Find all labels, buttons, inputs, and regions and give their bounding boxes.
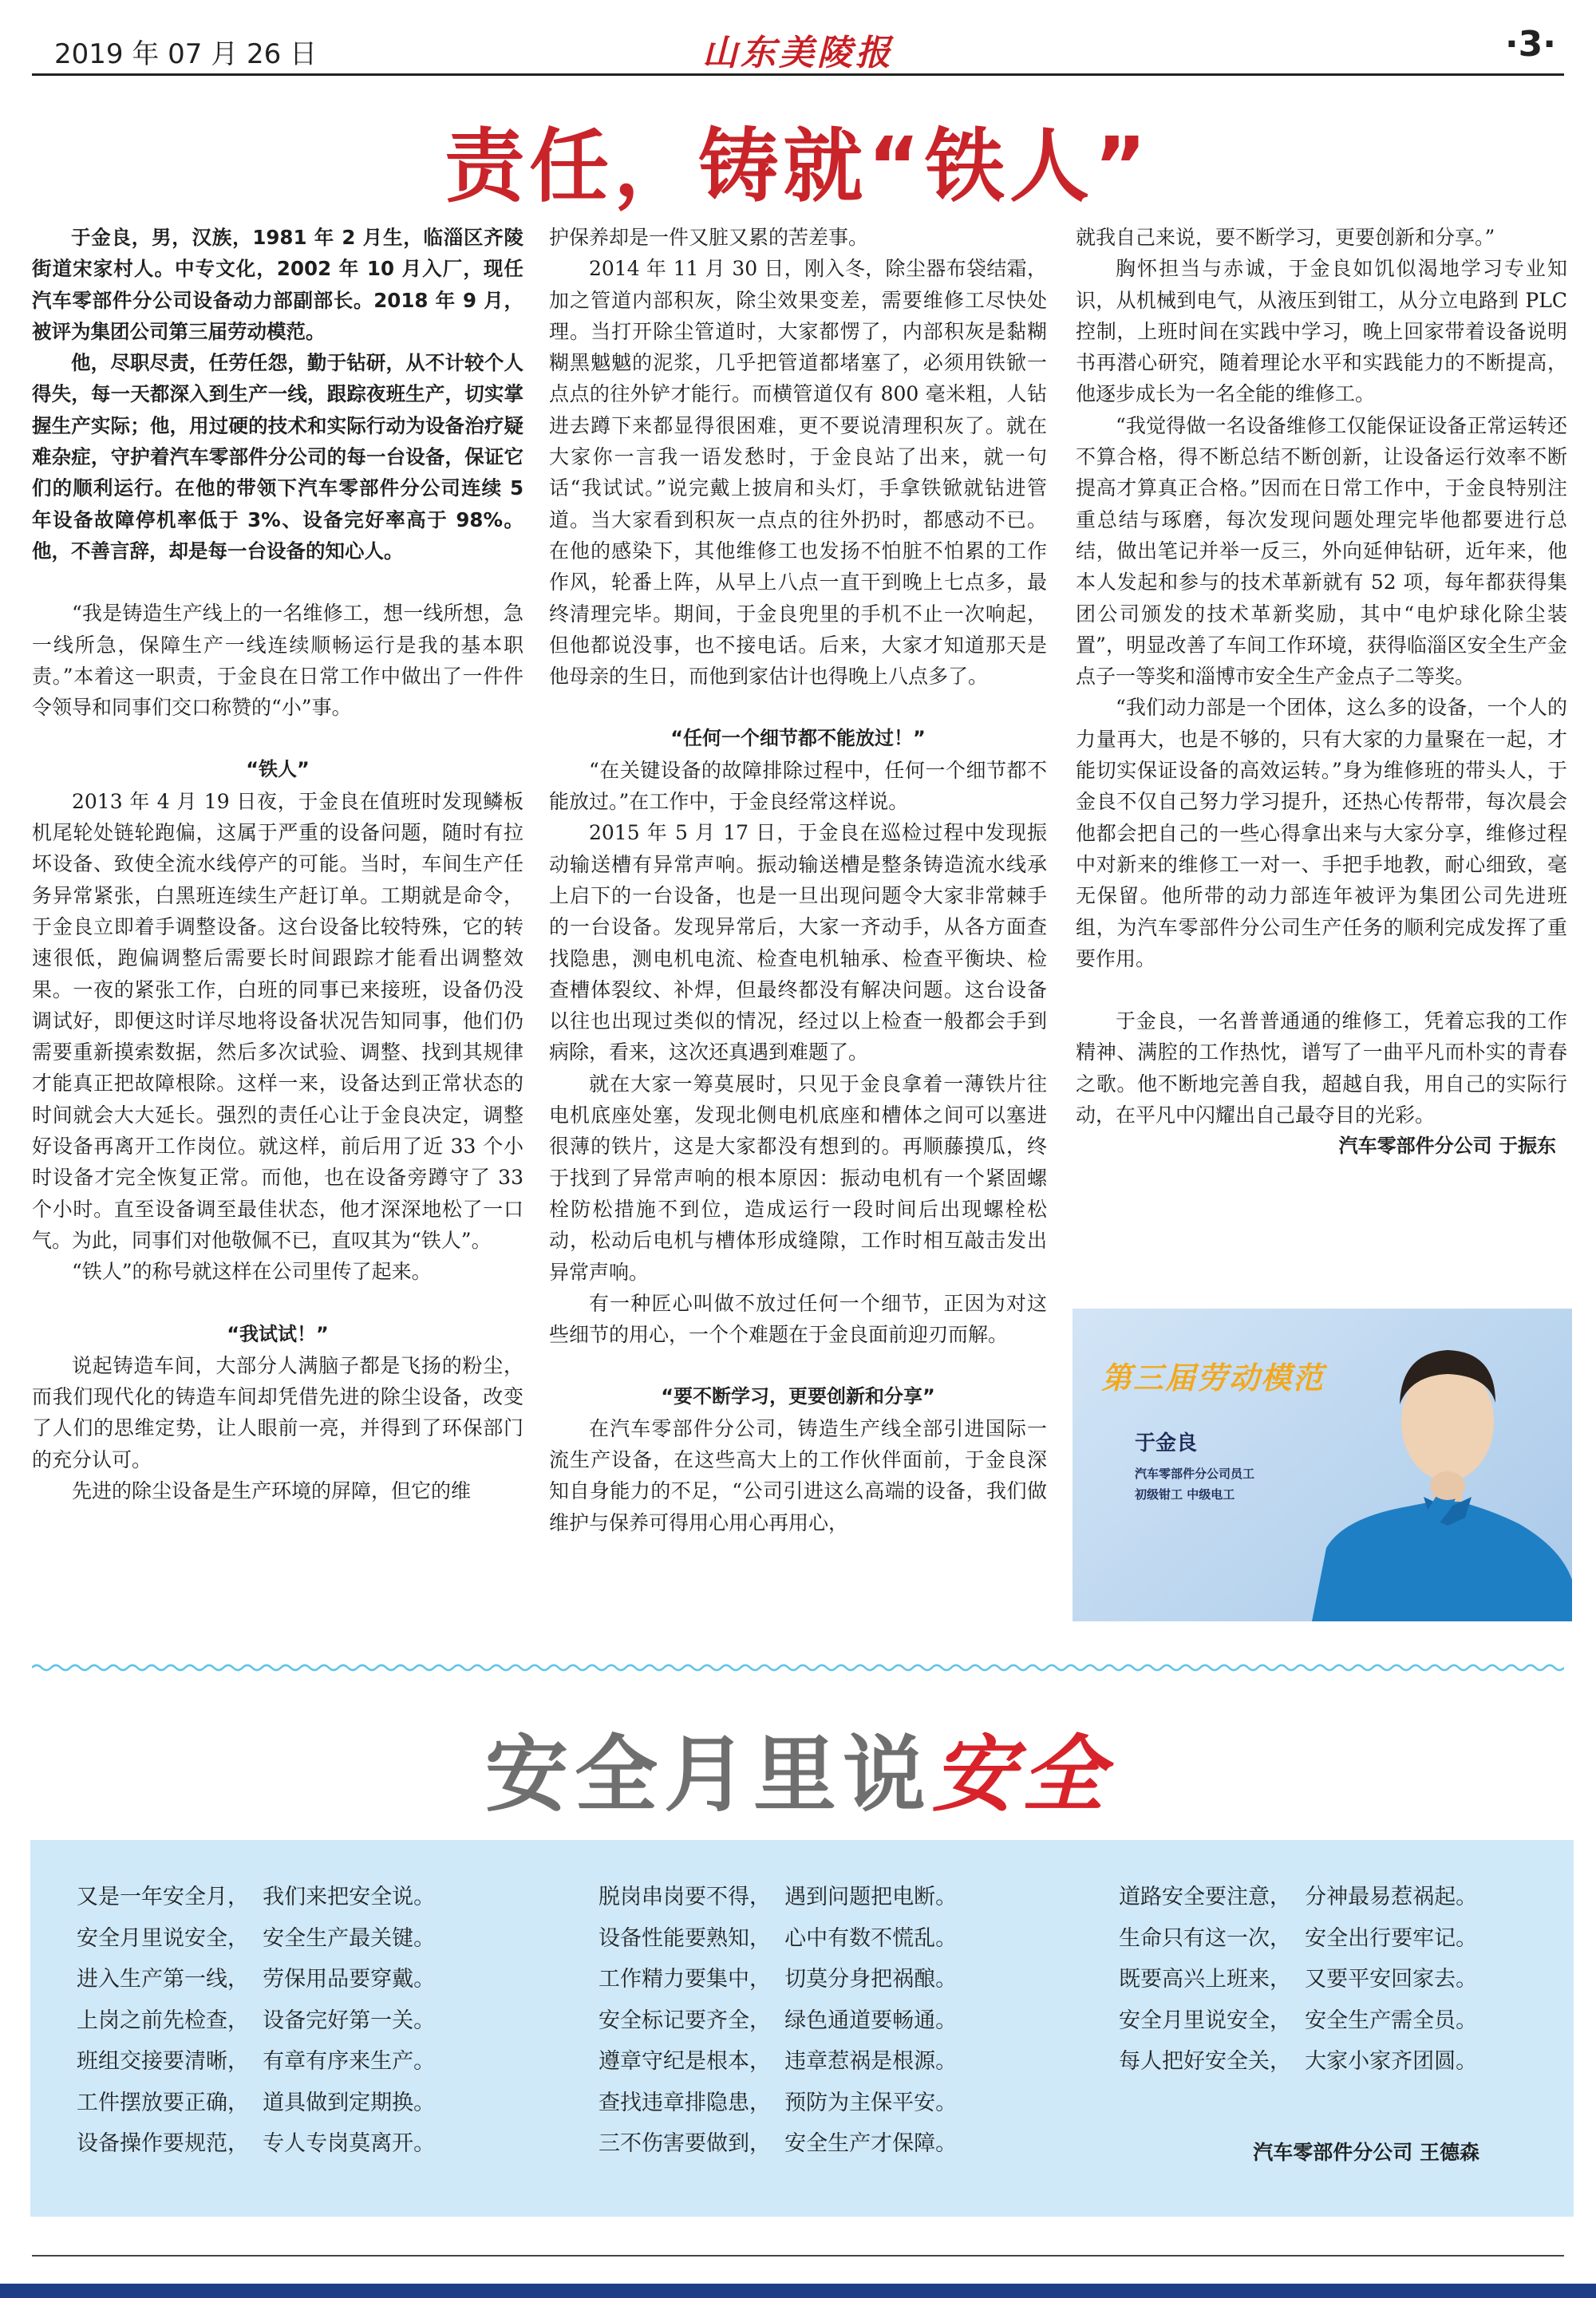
bottom-rule	[32, 2255, 1564, 2257]
article-byline: 汽车零部件分公司 于振东	[1338, 1135, 1556, 1158]
poem-line: 脱岗串岗要不得， 遇到问题把电断。	[598, 1885, 958, 1909]
section-subheading: “任何一个细节都不能放过！”	[670, 727, 926, 750]
article-column-3	[1076, 222, 1567, 1163]
paragraph: 2015 年 5 月 17 日，于金良在巡检过程中发现振动输送槽有异常声响。振动输送槽是整条铸造流水线承上启下的一台设备，也是一旦出现问题令大家非常棘手的一台设备。发现异常后，大家一齐动手，从各方面查找隐患，测电机电流、检查电机轴承、检查平衡块、检查槽体裂纹、补焊，但最终都没有解决问题。这台设备以往也出现过类似的情况，经过以上检查一般都会手到病除，看来，这次还真遇到难题了。	[549, 821, 1047, 1064]
poem-line: 三不伤害要做到， 安全生产才保障。	[598, 2131, 958, 2156]
paragraph: 说起铸造车间，大部分人满脑子都是飞扬的粉尘，而我们现代化的铸造车间却凭借先进的除尘设备，改变了人们的思维定势，让人眼前一亮，并得到了环保部门的充分认可。	[32, 1353, 523, 1471]
section-headline	[0, 1708, 1596, 1827]
poem-line: 每人把好安全关， 大家小家齐团圆。	[1119, 2049, 1478, 2074]
masthead	[32, 24, 1564, 76]
page-number: ·3·	[1504, 24, 1556, 65]
paragraph-gap	[32, 567, 523, 598]
poem-column-3	[1119, 1877, 1477, 2083]
section-headline-part-1: 安全月里说	[484, 1726, 932, 1823]
article-column-2	[549, 222, 1047, 1538]
paragraph: 先进的除尘设备是生产环境的屏障，但它的维	[72, 1479, 472, 1502]
poem-column-1	[77, 1877, 435, 2165]
footer-bar	[0, 2284, 1596, 2298]
paragraph: 有一种匠心叫做不放过任何一个细节，正因为对这些细节的用心，一个个难题在于金良面前迎刃而解。	[549, 1291, 1047, 1347]
poem-line: 又是一年安全月， 我们来把安全说。	[77, 1885, 436, 1909]
poem-line: 上岗之前先检查， 设备完好第一关。	[77, 2008, 436, 2033]
portrait-photo	[1073, 1309, 1572, 1621]
paragraph: 于金良，一名普普通通的维修工，凭着忘我的工作精神、满腔的工作热忱，谱写了一曲平凡而朴实的青春之歌。他不断地完善自我，超越自我，用自己的实际行动，在平凡中闪耀出自己最夺目的光彩。	[1076, 1009, 1567, 1127]
poem-line: 安全标记要齐全， 绿色通道要畅通。	[598, 2008, 958, 2033]
paragraph-gap	[549, 692, 1047, 723]
paragraph: 就我自己来说，要不断学习，更要创新和分享。”	[1076, 226, 1495, 249]
poem-line: 安全月里说安全， 安全生产最关键。	[77, 1925, 436, 1951]
worker-portrait-illustration	[1073, 1309, 1572, 1621]
poem-signature: 汽车零部件分公司 王德森	[1253, 2141, 1479, 2164]
paragraph: 2013 年 4 月 19 日夜，于金良在值班时发现鳞板机尾轮处链轮跑偏，这属于严重的设备问题，随时有拉坏设备、致使全流水线停产的可能。当时，车间生产任务异常紧张，白黑班连续生产赶订单。工期就是命令，于金良立即着手调整设备。这台设备比较特殊，它的转速很低，跑偏调整后需要长时间跟踪才能看出调整效果。一夜的紧张工作，白班的同事已来接班，设备仍没调试好，即便这时详尽地将设备状况告知同事，他们仍需要重新摸索数据，然后多次试验、调整、找到其规律才能真正把故障根除。这样一来，设备达到正常状态的时间就会大大延长。强烈的责任心让于金良决定，调整好设备再离开工作岗位。就这样，前后用了近 33 个小时设备才完全恢复正常。而他，也在设备旁蹲守了 33 个小时。直至设备调至最佳状态，他才深深地松了一口气。为此，同事们对他敬佩不已，直叹其为“铁人”。	[32, 789, 523, 1252]
poem-line: 道路安全要注意， 分神最易惹祸起。	[1119, 1885, 1478, 1909]
poem-line: 设备性能要熟知， 心中有数不慌乱。	[598, 1925, 958, 1951]
poem-line: 设备操作要规范， 专人专岗莫离开。	[77, 2131, 436, 2156]
poem-line: 查找违章排隐患， 预防为主保平安。	[598, 2090, 958, 2115]
photo-role-line-1: 汽车零部件分公司员工	[1135, 1467, 1255, 1481]
section-subheading: “铁人”	[246, 758, 310, 781]
section-divider	[32, 1662, 1564, 1673]
paragraph: “我是铸造生产线上的一名维修工，想一线所想，急一线所急，保障生产一线连续顺畅运行是我的基本职责。”本着这一职责，于金良在日常工作中做出了一件件令领导和同事们交口称赞的“小”事。	[32, 602, 523, 720]
paragraph: “铁人”的称号就这样在公司里传了起来。	[72, 1260, 432, 1284]
article-column-1	[32, 222, 523, 1506]
poem-line: 生命只有这一次， 安全出行要牢记。	[1119, 1925, 1478, 1951]
section-subheading: “我试试！”	[227, 1322, 329, 1345]
paragraph: 就在大家一筹莫展时，只见于金良拿着一薄铁片往电机底座处塞，发现北侧电机底座和槽体之间可以塞进很薄的铁片，这是大家都没有想到的。再顺藤摸瓜，终于找到了异常声响的根本原因：振动电机有一个紧固螺栓防松措施不到位，造成运行一段时间后出现螺栓松动，松动后电机与槽体形成缝隙，工作时相互敲击发出异常声响。	[549, 1072, 1047, 1284]
photo-role-line-2: 初级钳工 中级电工	[1135, 1487, 1235, 1502]
poem-line: 班组交接要清晰， 有章有序来生产。	[77, 2049, 436, 2074]
photo-person-name: 于金良	[1135, 1431, 1198, 1455]
poem-line: 安全月里说安全， 安全生产需全员。	[1119, 2008, 1478, 2033]
paragraph: 护保养却是一件又脏又累的苦差事。	[549, 226, 869, 249]
poem-line: 进入生产第一线， 劳保用品要穿戴。	[77, 1967, 436, 1992]
paragraph: “我觉得做一名设备维修工仅能保证设备正常运转还不算合格，得不断总结不断创新，让设备运行效率不断提高才算真正合格。”因而在日常工作中，于金良特别注重总结与琢磨，每次发现问题处理完毕他都要进行总结，做出笔记并举一反三，外向延伸钻研，近年来，他本人发起和参与的技术革新就有 52 项，每年都获得集团公司颁发的技术革新奖励，其中“电炉球化除尘装置”，明显改善了车间工作环境，获得临淄区安全生产金点子一等奖和淄博市安全生产金点子二等奖。	[1076, 413, 1567, 689]
article-headline: 责任，铸就“铁人”	[444, 120, 1152, 213]
paragraph: 他，尽职尽责，任劳任怨，勤于钻研，从不计较个人得失，每一天都深入到生产一线，跟踪夜班生产，切实掌握生产实际；他，用过硬的技术和实际行动为设备治疗疑难杂症，守护着汽车零部件分公司的每一台设备，保证它们的顺利运行。在他的带领下汽车零部件分公司连续 5 年设备故障停机率低于 3%、设备完好率高于 98%。他，不善言辞，却是每一台设备的知心人。	[32, 351, 523, 563]
photo-title: 第三届劳动模范	[1101, 1360, 1325, 1396]
poem-line: 工件摆放要正确， 道具做到定期换。	[77, 2090, 436, 2115]
safety-poem-box	[30, 1840, 1574, 2217]
paragraph-gap	[1076, 974, 1567, 1005]
issue-date: 2019 年 07 月 26 日	[54, 38, 318, 70]
section-headline-part-2: 安全	[932, 1725, 1112, 1823]
newspaper-name: 山东美陵报	[702, 33, 894, 73]
paragraph: 2014 年 11 月 30 日，刚入冬，除尘器布袋结霜，加之管道内部积灰，除尘效果变差，需要维修工尽快处理。当打开除尘管道时，大家都愣了，内部积灰是黏糊糊黑魆魆的泥浆，几乎把管道都堵塞了，必须用铁锨一点点的往外铲才能行。而横管道仅有 800 毫米粗，人钻进去蹲下来都显得很困难，更不要说清理积灰了。就在大家你一言我一语发愁时，于金良站了出来，就一句话“我试试。”说完戴上披肩和头灯，手拿铁锨就钻进管道。当大家看到积灰一点点的往外扔时，都感动不已。在他的感染下，其他维修工也发扬不怕脏不怕累的工作作风，轮番上阵，从早上八点一直干到晚上七点多，最终清理完毕。期间，于金良兜里的手机不止一次响起，但他都说没事，也不接电话。后来，大家才知道那天是他母亲的生日，而他到家估计也得晚上八点多了。	[549, 257, 1047, 689]
paragraph-gap	[32, 1288, 523, 1319]
paragraph-gap	[549, 1350, 1047, 1381]
paragraph: “在关键设备的故障排除过程中，任何一个细节都不能放过。”在工作中，于金良经常这样说。	[549, 758, 1047, 814]
poem-line: 工作精力要集中， 切莫分身把祸酿。	[598, 1967, 958, 1992]
poem-column-2	[598, 1877, 957, 2165]
paragraph: 于金良，男，汉族，1981 年 2 月生，临淄区齐陵街道宋家村人。中专文化，2002 年 10 月入厂，现任汽车零部件分公司设备动力部副部长。2018 年 9 月，被评为集团公司第三届劳动模范。	[32, 226, 523, 343]
poem-line: 既要高兴上班来， 又要平安回家去。	[1119, 1967, 1478, 1992]
paragraph: 胸怀担当与赤诚，于金良如饥似渴地学习专业知识，从机械到电气，从液压到钳工，从分立电路到 PLC 控制，上班时间在实践中学习，晚上回家带着设备说明书再潜心研究，随着理论水平和实践能力的不断提高，他逐步成长为一名全能的维修工。	[1076, 257, 1567, 406]
section-subheading: “要不断学习，更要创新和分享”	[661, 1385, 935, 1408]
paragraph-gap	[32, 723, 523, 754]
paragraph: “我们动力部是一个团体，这么多的设备，一个人的力量再大，也是不够的，只有大家的力量聚在一起，才能切实保证设备的高效运转。”身为维修班的带头人，于金良不仅自己努力学习提升，还热心传帮带，每次晨会他都会把自己的一些心得拿出来与大家分享，维修过程中对新来的维修工一对一、手把手地教，耐心细致，毫无保留。他所带的动力部连年被评为集团公司先进班组，为汽车零部件分公司生产任务的顺利完成发挥了重要作用。	[1076, 696, 1567, 970]
paragraph: 在汽车零部件分公司，铸造生产线全部引进国际一流生产设备，在这些高大上的工作伙伴面前，于金良深知自身能力的不足，“公司引进这么高端的设备，我们做维护与保养可得用心用心再用心，	[549, 1416, 1047, 1534]
poem-line: 遵章守纪是根本， 违章惹祸是根源。	[598, 2049, 958, 2074]
